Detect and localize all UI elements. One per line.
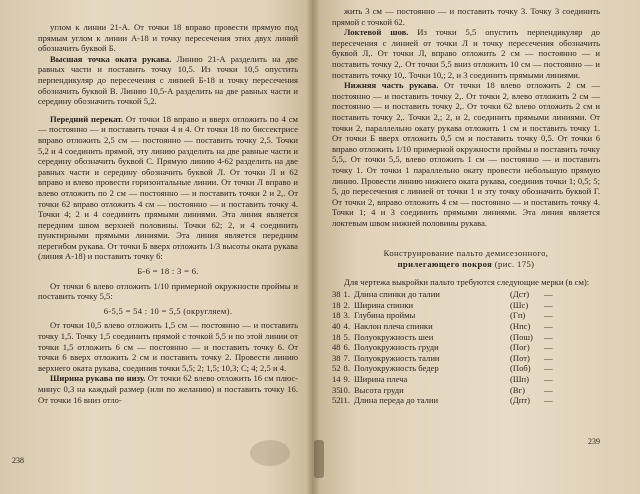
measurements-intro: Для чертежа выкройки пальто требуются следующие мерки (в см): xyxy=(344,276,590,287)
measurement-dash: — xyxy=(544,289,553,300)
paragraph xyxy=(38,281,298,302)
book-gutter xyxy=(306,0,320,494)
measurement-value: 52 xyxy=(332,395,341,406)
measurement-dash: — xyxy=(544,352,553,363)
paragraph xyxy=(38,320,298,373)
measurement-label: Наклон плеча спинки xyxy=(354,321,433,332)
paragraph-text: Из точки 5,5 опустить перпендикуляр до пересечения с линией от точки Л и точку пересечения обозначить буквой Л,. От точки Л, вправо отложить 2 см — постоянно — и поставить точку 2,. От точки 5,5 вниз отложить 10 см — постоянно — и поставить точку 10,. Точки 10,; 2, и 3 соединить прямыми линиями. xyxy=(332,27,600,80)
measurement-number: 6. xyxy=(343,342,350,353)
paragraph-text: От точки 18 вправо и вверх отложить по 4 см — постоянно — и поставить точки 4 и 4. От точки 18 по биссектрисе вправо отложить 2,5 см — постоянно — поставить точку 2,5. Точки 5,2 и 4 соединить прямой, эту линию разделить на две равные части и середину обозначить буквой С. Прямую линию 4-62 разделить на две равных части и середину обозначить буквой Л. От точки Л и 62 вправо и влево провести горизонтальные линии. От точки Л вправо и влево отложить по 2 см — постоянно — и поставить точки 2 и 2,. От точки 62 вправо отложить 4 см — постоянно — и поставить точку 4. Точки 4; 2 и 4 соединить прямыми линиями. Эта линия является передним швом верхней половины. Точки 62; 2, и 4 соединить пунктирными прямыми линиями. Эта линия является передним перегибом рукава. От точки Б вверх отложить 1/3 высоты оката рукава (линия А-18) и поставить точку 6: xyxy=(38,113,298,262)
measurement-number: 10. xyxy=(339,384,350,395)
section-heading-line1: Конструирование пальто демисезонного, xyxy=(383,248,549,259)
left-page xyxy=(0,0,312,494)
measurement-value: 18 xyxy=(332,299,341,310)
measurement-dash: — xyxy=(544,331,553,342)
section-heading-figure-ref: (рис. 175) xyxy=(492,259,535,270)
measurement-row xyxy=(332,332,600,343)
measurement-abbr: (Дст) xyxy=(510,289,530,300)
measurement-abbr: (Гп) xyxy=(510,310,526,321)
measurement-abbr: (Поб) xyxy=(510,363,531,374)
measurement-value: 38 xyxy=(332,289,341,300)
measurement-abbr: (Пош) xyxy=(510,331,533,342)
section-heading xyxy=(332,248,600,269)
measurement-dash: — xyxy=(544,299,553,310)
measurement-abbr: (Шс) xyxy=(510,299,529,310)
measurement-label: Полуокружность талии xyxy=(354,352,440,363)
section-heading-line2 xyxy=(332,259,600,270)
measurement-value: 52 xyxy=(332,363,341,374)
measurement-number: 5. xyxy=(343,331,350,342)
left-page-text xyxy=(38,22,298,405)
measurement-row xyxy=(332,395,600,406)
paragraph-lead-in: Локтевой шов. xyxy=(344,27,409,38)
paragraph xyxy=(38,114,298,262)
measurement-label: Глубина проймы xyxy=(354,310,416,321)
measurement-row xyxy=(332,342,600,353)
measurement-label: Высота груди xyxy=(354,384,404,395)
formula-line xyxy=(38,266,298,277)
measurement-label: Ширина спинки xyxy=(354,299,414,310)
measurement-number: 2. xyxy=(343,299,350,310)
paragraph-text: Б-6 = 18 : 3 = 6. xyxy=(137,266,199,277)
measurement-abbr: (Пот) xyxy=(510,352,530,363)
paragraph-text: От точки 6 влево отложить 1/10 примерной окружности проймы и поставить точку 5,5: xyxy=(38,280,298,302)
measurement-row xyxy=(332,374,600,385)
measurement-number: 8. xyxy=(343,363,350,374)
paragraph xyxy=(332,27,600,80)
paragraph xyxy=(332,80,600,228)
paragraph-lead-in: Передний перекат. xyxy=(50,113,124,124)
measurement-row xyxy=(332,289,600,300)
measurement-number: 3. xyxy=(343,310,350,321)
measurement-dash: — xyxy=(544,374,553,384)
measurement-number: 7. xyxy=(343,352,350,363)
paragraph-text: От точки 10,5 влево отложить 1,5 см — постоянно — и поставить точку 1,5. Точку 1,5 соединить прямой с точкой 5,5 и по этой линии от точки 1,5 отложить 6 см — постоянно — и поставить точку 6. От точки 6 вверх отложить 2 см и поставить точку 2. Провести линию верхнего оката рукава, соединив точки 5,5; 2; 1,5; 10,3; С; 4; 2,5 и 4. xyxy=(38,320,298,373)
paragraph-text: углом к линии 21-А. От точки 18 вправо провести прямую под прямым углом к линии А-18 и точку пересечения этих двух линий обозначить буквой Б. xyxy=(38,22,298,54)
measurement-value: 38 xyxy=(332,352,341,363)
measurement-dash: — xyxy=(544,384,553,395)
measurement-dash: — xyxy=(544,321,553,332)
measurement-number: 11. xyxy=(339,395,350,406)
measurements-list xyxy=(332,289,600,406)
measurement-label: Полуокружность бедер xyxy=(354,363,439,374)
measurement-number: 9. xyxy=(343,374,350,384)
measurement-value: 18 xyxy=(332,331,341,342)
paragraph xyxy=(38,22,298,54)
measurement-row xyxy=(332,363,600,374)
paragraph-text: От точки 18 влево отложить 2 см — постоянно — и поставить точку 2,. От точки 2, влево отложить 2 см — постоянно — и поставить точку 2,. От точки 62 влево отложить 2 см и поставить точку 2,. Точки 2,; 2, и 2, соединить прямыми линиями. От точки 2, параллельно окату рукава отложить 1 см и поставить точку 1. От точки Б вверх отложить 0,5 см и поставить точку 0,5. От точки 6 вправо отложить 1/10 примерной окружности проймы и поставить точку 5,5,. От точки 5,5, влево отложить 1 см — постоянно — и поставить точку 1. От точки 1 параллельно окату провести небольшую прямую линию. Провести линию нижнего оката рукава, соединив точки 1; 0,5; 5; 5, до пересечения с линией от точки 1 и эту точку обозначить буквой Г. От точки 2, вправо отложить 4 см — постоянно — и поставить точку 4. Точки 1; 4 и 3 соединить прямыми линиями. Эта линия является локтевым швом нижней половины рукава. xyxy=(332,80,600,228)
measurement-abbr: (Нпс) xyxy=(510,321,531,332)
measurement-dash: — xyxy=(544,342,553,353)
measurement-value: 48 xyxy=(332,342,341,353)
measurement-number: 1. xyxy=(343,289,350,300)
measurement-value: 18 xyxy=(332,310,341,321)
measurement-abbr: (Шп) xyxy=(510,374,529,384)
measurement-number: 4. xyxy=(343,321,350,332)
measurement-dash: — xyxy=(544,395,553,406)
paragraph-text: 6-5,5 = 54 : 10 = 5,5 (округляем). xyxy=(103,305,233,316)
measurement-row xyxy=(332,353,600,364)
paragraph-text: жить 3 см — постоянно — и поставить точку 3. Точку 3 соединить прямой с точкой 62. xyxy=(332,6,600,27)
measurement-label: Длина переда до талии xyxy=(354,395,439,406)
measurement-label: Ширина плеча xyxy=(354,374,408,384)
paragraph-text: От точки 62 влево отложить 16 см плюс-минус 0,3 на каждый размер (или по желанию) и поставить точку 16. От точки 16 вниз отло- xyxy=(38,373,298,405)
measurement-row xyxy=(332,321,600,332)
paragraph-lead-in: Высшая точка оката рукава. xyxy=(50,53,172,64)
measurement-dash: — xyxy=(544,363,553,374)
measurement-row xyxy=(332,385,600,396)
measurement-label: Полуокружность шеи xyxy=(354,331,434,342)
formula-line xyxy=(38,306,298,317)
page-number-left: 238 xyxy=(12,456,24,465)
measurement-label: Длина спинки до талии xyxy=(354,289,440,300)
paper-stain xyxy=(250,440,290,466)
measurement-dash: — xyxy=(544,310,553,321)
paragraph-lead-in: Ширина рукава по низу. xyxy=(50,373,146,384)
measurement-row xyxy=(332,310,600,321)
page-number-right: 239 xyxy=(588,437,600,446)
right-page-text xyxy=(332,6,600,406)
measurement-label: Полуокружность груди xyxy=(354,342,439,353)
right-page xyxy=(312,0,640,494)
measurement-abbr: (Вг) xyxy=(510,384,525,395)
right-page-paragraphs xyxy=(332,6,600,228)
paragraph xyxy=(332,6,600,27)
paragraph xyxy=(38,54,298,107)
measurement-value: 40 xyxy=(332,321,341,332)
measurement-value: 14 xyxy=(332,374,341,384)
paragraph xyxy=(38,373,298,405)
paragraph-text: Линию 21-А разделить на две равных части и поставить точку 10,5. Из точки 10,5 опустить перпендикуляр до пересечения с линией Б-18 и точку пересечения обозначить буквой В. Линию 10,5-А разделить на две равных части и середину обозначить точкой 5,2. xyxy=(38,53,298,107)
measurement-value: 35 xyxy=(332,384,341,395)
measurement-abbr: (Пог) xyxy=(510,342,530,353)
section-heading-bold: прилегающего покроя xyxy=(397,259,493,270)
paragraph-lead-in: Нижняя часть рукава. xyxy=(344,80,439,91)
measurement-row xyxy=(332,300,600,311)
measurement-abbr: (Дпт) xyxy=(510,395,530,406)
